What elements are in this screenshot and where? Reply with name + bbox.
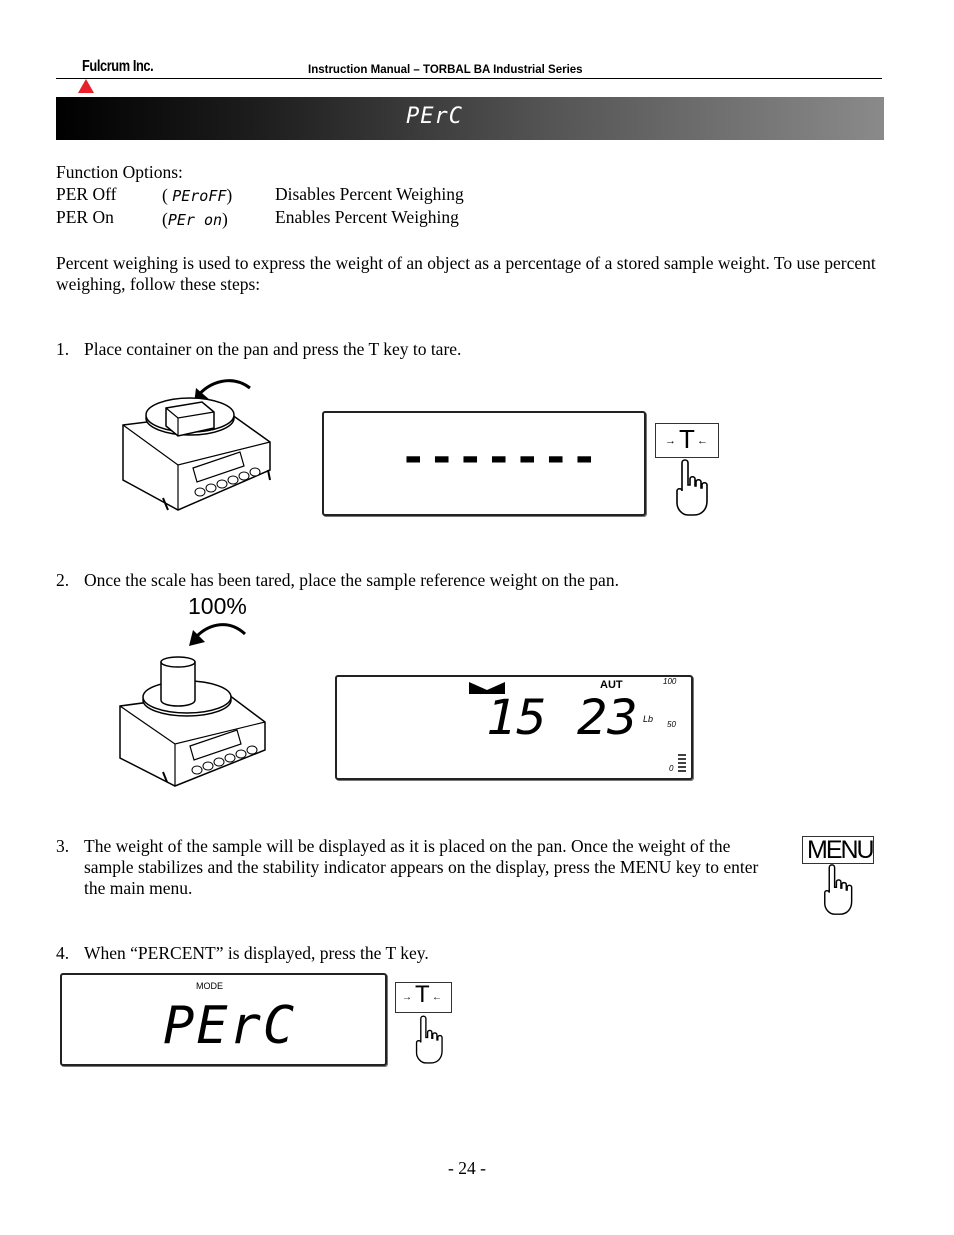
tare-key-button[interactable] [395,982,452,1013]
arrow-left-icon: ← [432,992,442,1003]
bargraph-label-100: 100 [663,677,677,686]
display-reading-weight: 15 23 [486,690,638,746]
options-heading: Function Options: [56,162,183,182]
manual-title: Instruction Manual – TORBAL BA Industrial Series [308,64,583,76]
section-banner [56,97,884,140]
step-text: Once the scale has been tared, place the sample reference weight on the pan. [84,570,619,590]
display-reading-perc: PErC [163,996,297,1056]
display-reading-dashes: ------- [400,432,600,483]
page-number: - 24 - [448,1158,486,1178]
section-title: PErC [406,104,463,129]
display-unit-lb: Lb [643,714,654,724]
step-text: The weight of the sample will be displayed as it is placed on the pan. Once the weight of the sample stabilizes and the stability indicator appears on the display, press the MENU key to enter the main menu. [84,836,759,898]
menu-key-label: MENU [807,836,873,864]
step-number: 1. [56,339,70,359]
bargraph-label-50: 50 [667,720,676,729]
step-text: When “PERCENT” is displayed, press the T key. [84,943,429,963]
logo-triangle-icon [78,79,94,93]
arrow-right-icon: → [665,435,676,447]
step-number: 3. [56,836,70,856]
menu-key-button[interactable] [802,836,874,864]
step-number: 4. [56,943,70,963]
option-desc-on: Enables Percent Weighing [275,207,459,227]
balance-with-container-illustration [118,370,278,525]
option-label-off: PER Off [56,184,117,204]
intro-paragraph: Percent weighing is used to express the weight of an object as a percentage of a stored sample weight. To use percent weighing, follow these steps: [56,253,876,294]
pointing-hand-icon [414,1014,448,1066]
bargraph-icon [678,753,686,773]
tare-key-button[interactable] [655,423,719,458]
pointing-hand-icon [674,459,714,517]
arrow-right-icon: → [402,992,412,1003]
company-logo: Fulcrum Inc. [82,58,154,75]
tare-key-label: T [679,424,695,454]
pointing-hand-icon [822,864,858,916]
option-code-on: (PEr on) [162,209,228,229]
header-divider [56,78,882,79]
tare-key-label: T [415,981,430,1008]
arrow-left-icon: ← [697,435,708,447]
option-code-off: ( PEroFF) [162,185,233,205]
percent-100-label: 100% [188,593,247,619]
option-label-on: PER On [56,207,114,227]
option-desc-off: Disables Percent Weighing [275,184,464,204]
step-text: Place container on the pan and press the T key to tare. [84,339,462,359]
balance-with-beaker-illustration [115,616,275,788]
bargraph-label-0: 0 [669,764,674,773]
display-mode-label: MODE [196,981,223,991]
step-number: 2. [56,570,70,590]
display-mode-aut: AUT [600,679,623,691]
